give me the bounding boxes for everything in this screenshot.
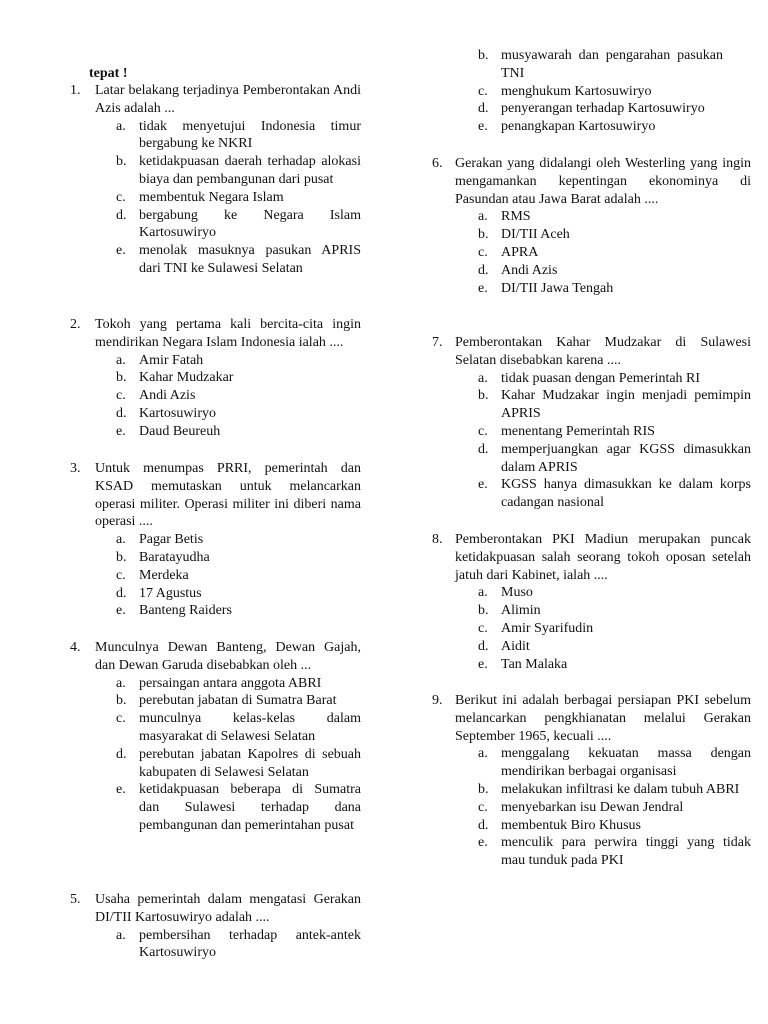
option-letter: b. bbox=[478, 603, 489, 619]
option-text: menentang Pemerintah RIS bbox=[501, 423, 655, 439]
option-letter: d. bbox=[116, 585, 127, 601]
option-d[interactable] bbox=[478, 441, 751, 477]
option-list bbox=[478, 745, 751, 870]
option-b[interactable] bbox=[478, 387, 751, 423]
option-letter: c. bbox=[478, 423, 488, 439]
option-letter: d. bbox=[478, 817, 489, 833]
option-text: Merdeka bbox=[139, 567, 189, 583]
question-number: 7. bbox=[432, 335, 443, 350]
option-letter: d. bbox=[478, 441, 489, 457]
option-b[interactable] bbox=[116, 692, 361, 710]
option-c[interactable] bbox=[478, 83, 723, 101]
option-text: Tan Malaka bbox=[501, 656, 568, 672]
option-letter: c. bbox=[478, 620, 488, 636]
option-letter: c. bbox=[116, 388, 126, 404]
option-d[interactable] bbox=[478, 638, 751, 656]
option-c[interactable] bbox=[478, 423, 751, 441]
option-text: Aidit bbox=[501, 638, 530, 654]
option-list bbox=[116, 531, 361, 620]
option-letter: d. bbox=[478, 638, 489, 654]
option-list bbox=[116, 927, 361, 963]
question-text: Untuk menumpas PRRI, pemerintah dan KSAD memutaskan untuk melancarkan operasi militer. Operasi militer ini diberi nama operasi .... bbox=[95, 461, 361, 530]
option-b[interactable] bbox=[478, 781, 751, 799]
option-c[interactable] bbox=[116, 189, 361, 207]
option-letter: e. bbox=[478, 656, 488, 672]
option-letter: a. bbox=[478, 209, 488, 225]
instruction-heading: tepat ! bbox=[89, 66, 128, 81]
option-letter: e. bbox=[116, 243, 126, 259]
question-4 bbox=[70, 639, 361, 835]
option-text: Daud Beureuh bbox=[139, 423, 221, 439]
option-text: penyerangan terhadap Kartosuwiryo bbox=[501, 101, 705, 117]
option-letter: e. bbox=[116, 423, 126, 439]
option-text: KGSS hanya dimasukkan ke dalam korps cadangan nasional bbox=[501, 477, 751, 511]
option-letter: e. bbox=[116, 603, 126, 619]
option-text: RMS bbox=[501, 209, 531, 225]
option-text: menyebarkan isu Dewan Jendral bbox=[501, 799, 684, 815]
question-text: Tokoh yang pertama kali bercita-cita ingin mendirikan Negara Islam Indonesia ialah .... bbox=[95, 317, 361, 350]
option-text: Kahar Mudzakar ingin menjadi pemimpin APRIS bbox=[501, 388, 751, 422]
question-text: Munculnya Dewan Banteng, Dewan Gajah, dan Dewan Garuda disebabkan oleh ... bbox=[95, 640, 361, 673]
option-text: DI/TII Jawa Tengah bbox=[501, 280, 614, 296]
option-c[interactable] bbox=[478, 244, 751, 262]
question-8 bbox=[432, 531, 751, 673]
option-text: Andi Azis bbox=[139, 388, 196, 404]
option-letter: c. bbox=[478, 244, 488, 260]
option-text: Pagar Betis bbox=[139, 532, 204, 548]
option-text: Muso bbox=[501, 585, 533, 601]
option-d[interactable] bbox=[116, 746, 361, 782]
option-letter: a. bbox=[116, 675, 126, 691]
option-letter: a. bbox=[478, 746, 488, 762]
question-5-continued-options bbox=[478, 47, 723, 136]
option-letter: d. bbox=[116, 405, 127, 421]
option-d[interactable] bbox=[116, 585, 361, 603]
question-7 bbox=[432, 334, 751, 512]
option-text: ketidakpuasan daerah terhadap alokasi biaya dan pembangunan dari pusat bbox=[139, 154, 361, 187]
option-b[interactable] bbox=[478, 602, 751, 620]
option-e[interactable] bbox=[116, 602, 361, 620]
option-c[interactable] bbox=[116, 387, 361, 405]
option-a[interactable] bbox=[478, 208, 751, 226]
option-letter: b. bbox=[116, 154, 127, 170]
option-e[interactable] bbox=[116, 781, 361, 834]
option-text: Alimin bbox=[501, 603, 541, 619]
option-a[interactable] bbox=[478, 745, 751, 781]
option-letter: a. bbox=[478, 585, 488, 601]
option-list bbox=[116, 675, 361, 835]
option-text: menculik para perwira tinggi yang tidak mau tunduk pada PKI bbox=[501, 835, 751, 869]
option-d[interactable] bbox=[478, 262, 751, 280]
question-9 bbox=[432, 692, 751, 870]
option-d[interactable] bbox=[116, 207, 361, 243]
option-text: 17 Agustus bbox=[139, 585, 202, 601]
option-b[interactable] bbox=[116, 153, 361, 189]
option-text: ketidakpuasan beberapa di Sumatra dan Sulawesi terhadap dana pembangunan dan pemerintahan pusat bbox=[139, 782, 361, 833]
option-letter: a. bbox=[116, 352, 126, 368]
option-a[interactable] bbox=[116, 118, 361, 154]
question-5 bbox=[70, 891, 361, 962]
option-letter: d. bbox=[478, 101, 489, 117]
option-letter: e. bbox=[478, 477, 488, 493]
option-e[interactable] bbox=[478, 834, 751, 870]
option-text: tidak puasan dengan Pemerintah RI bbox=[501, 370, 701, 386]
option-text: perebutan jabatan di Sumatra Barat bbox=[139, 693, 337, 709]
question-2 bbox=[70, 316, 361, 441]
option-text: Baratayudha bbox=[139, 549, 210, 565]
option-text: persaingan antara anggota ABRI bbox=[139, 675, 322, 691]
option-text: munculnya kelas-kelas dalam masyarakat di Selawesi Selatan bbox=[139, 711, 361, 744]
option-letter: d. bbox=[116, 207, 127, 223]
option-letter: c. bbox=[116, 189, 126, 205]
option-text: membentuk Biro Khusus bbox=[501, 817, 641, 833]
question-text: Gerakan yang didalangi oleh Westerling yang ingin mengamankan kepentingan ekonominya di Pasundan atau Jawa Barat adalah .... bbox=[455, 156, 751, 207]
option-text: Andi Azis bbox=[501, 262, 558, 278]
option-letter: b. bbox=[478, 781, 489, 797]
option-d[interactable] bbox=[478, 817, 751, 835]
option-letter: b. bbox=[116, 549, 127, 565]
option-e[interactable] bbox=[116, 423, 361, 441]
question-number: 1. bbox=[70, 83, 81, 98]
option-letter: b. bbox=[478, 48, 489, 63]
option-text: penangkapan Kartosuwiryo bbox=[501, 119, 656, 135]
question-text: Usaha pemerintah dalam mengatasi Gerakan DI/TII Kartosuwiryo adalah .... bbox=[95, 892, 361, 925]
option-list bbox=[478, 584, 751, 673]
option-e[interactable] bbox=[478, 656, 751, 674]
option-letter: a. bbox=[478, 370, 488, 386]
option-a[interactable] bbox=[478, 370, 751, 388]
option-letter: d. bbox=[116, 746, 127, 762]
option-letter: e. bbox=[478, 835, 488, 851]
option-letter: b. bbox=[116, 693, 127, 709]
option-a[interactable] bbox=[478, 584, 751, 602]
option-e[interactable] bbox=[116, 242, 361, 278]
option-a[interactable] bbox=[116, 927, 361, 963]
option-text: perebutan jabatan Kapolres di sebuah kabupaten di Selawesi Selatan bbox=[139, 746, 361, 780]
option-letter: c. bbox=[478, 83, 488, 99]
option-text: Banteng Raiders bbox=[139, 603, 232, 619]
option-a[interactable] bbox=[116, 675, 361, 693]
question-number: 2. bbox=[70, 317, 81, 332]
option-letter: c. bbox=[116, 711, 126, 727]
question-text: Berikut ini adalah berbagai persiapan PKI sebelum melancarkan pengkhianatan melalui Gerakan September 1965, kecuali .... bbox=[455, 693, 751, 744]
option-letter: c. bbox=[478, 799, 488, 815]
option-list bbox=[116, 352, 361, 441]
question-1 bbox=[70, 82, 361, 278]
option-letter: b. bbox=[478, 227, 489, 243]
question-text: Pemberontakan PKI Madiun merupakan puncak ketidakpuasan salah seorang tokoh oposan setelah jatuh dari Kabinet, ialah .... bbox=[455, 532, 751, 583]
option-letter: a. bbox=[116, 927, 126, 943]
option-letter: e. bbox=[116, 782, 126, 798]
question-number: 8. bbox=[432, 532, 443, 547]
option-c[interactable] bbox=[116, 710, 361, 746]
option-text: bergabung ke Negara Islam Kartosuwiryo bbox=[139, 207, 361, 241]
option-e[interactable] bbox=[478, 118, 723, 136]
option-d[interactable] bbox=[116, 405, 361, 423]
option-text: menolak masuknya pasukan APRIS dari TNI ke Sulawesi Selatan bbox=[139, 243, 361, 276]
option-text: Kahar Mudzakar bbox=[139, 370, 234, 386]
option-a[interactable] bbox=[116, 531, 361, 549]
option-b[interactable] bbox=[478, 226, 751, 244]
question-text: Latar belakang terjadinya Pemberontakan Andi Azis adalah ... bbox=[95, 83, 361, 116]
option-c[interactable] bbox=[478, 799, 751, 817]
option-e[interactable] bbox=[478, 280, 751, 298]
option-letter: e. bbox=[478, 119, 488, 135]
question-number: 5. bbox=[70, 892, 81, 907]
option-b[interactable] bbox=[116, 369, 361, 387]
option-letter: d. bbox=[478, 262, 489, 278]
option-c[interactable] bbox=[478, 620, 751, 638]
option-letter: a. bbox=[116, 118, 126, 134]
option-text: memperjuangkan agar KGSS dimasukkan dalam APRIS bbox=[501, 441, 751, 475]
option-letter: b. bbox=[478, 388, 489, 404]
option-text: menghukum Kartosuwiryo bbox=[501, 83, 652, 99]
option-b[interactable] bbox=[478, 47, 723, 83]
option-text: melakukan infiltrasi ke dalam tubuh ABRI bbox=[501, 781, 740, 797]
option-text: tidak menyetujui Indonesia timur bergabung ke NKRI bbox=[139, 118, 361, 152]
option-text: membentuk Negara Islam bbox=[139, 189, 284, 205]
option-letter: e. bbox=[478, 280, 488, 296]
option-text: Kartosuwiryo bbox=[139, 405, 216, 421]
option-d[interactable] bbox=[478, 100, 723, 118]
question-number: 3. bbox=[70, 461, 81, 476]
question-3 bbox=[70, 460, 361, 620]
question-number: 6. bbox=[432, 156, 443, 171]
option-e[interactable] bbox=[478, 476, 751, 512]
question-6 bbox=[432, 155, 751, 297]
option-text: APRA bbox=[501, 244, 539, 260]
option-letter: a. bbox=[116, 532, 126, 548]
option-a[interactable] bbox=[116, 352, 361, 370]
option-letter: b. bbox=[116, 370, 127, 386]
option-list bbox=[116, 118, 361, 278]
question-number: 4. bbox=[70, 640, 81, 655]
option-text: menggalang kekuatan massa dengan mendirikan berbagai organisasi bbox=[501, 746, 751, 780]
option-list bbox=[478, 370, 751, 512]
option-letter: c. bbox=[116, 567, 126, 583]
option-text: pembersihan terhadap antek-antek Kartosuwiryo bbox=[139, 927, 361, 961]
question-number: 9. bbox=[432, 693, 443, 708]
option-text: DI/TII Aceh bbox=[501, 227, 570, 243]
option-text: musyawarah dan pengarahan pasukan TNI bbox=[501, 48, 723, 81]
option-b[interactable] bbox=[116, 549, 361, 567]
option-c[interactable] bbox=[116, 567, 361, 585]
question-text: Pemberontakan Kahar Mudzakar di Sulawesi Selatan disebabkan karena .... bbox=[455, 335, 751, 368]
option-text: Amir Syarifudin bbox=[501, 620, 594, 636]
option-text: Amir Fatah bbox=[139, 352, 204, 368]
option-list bbox=[478, 208, 751, 297]
